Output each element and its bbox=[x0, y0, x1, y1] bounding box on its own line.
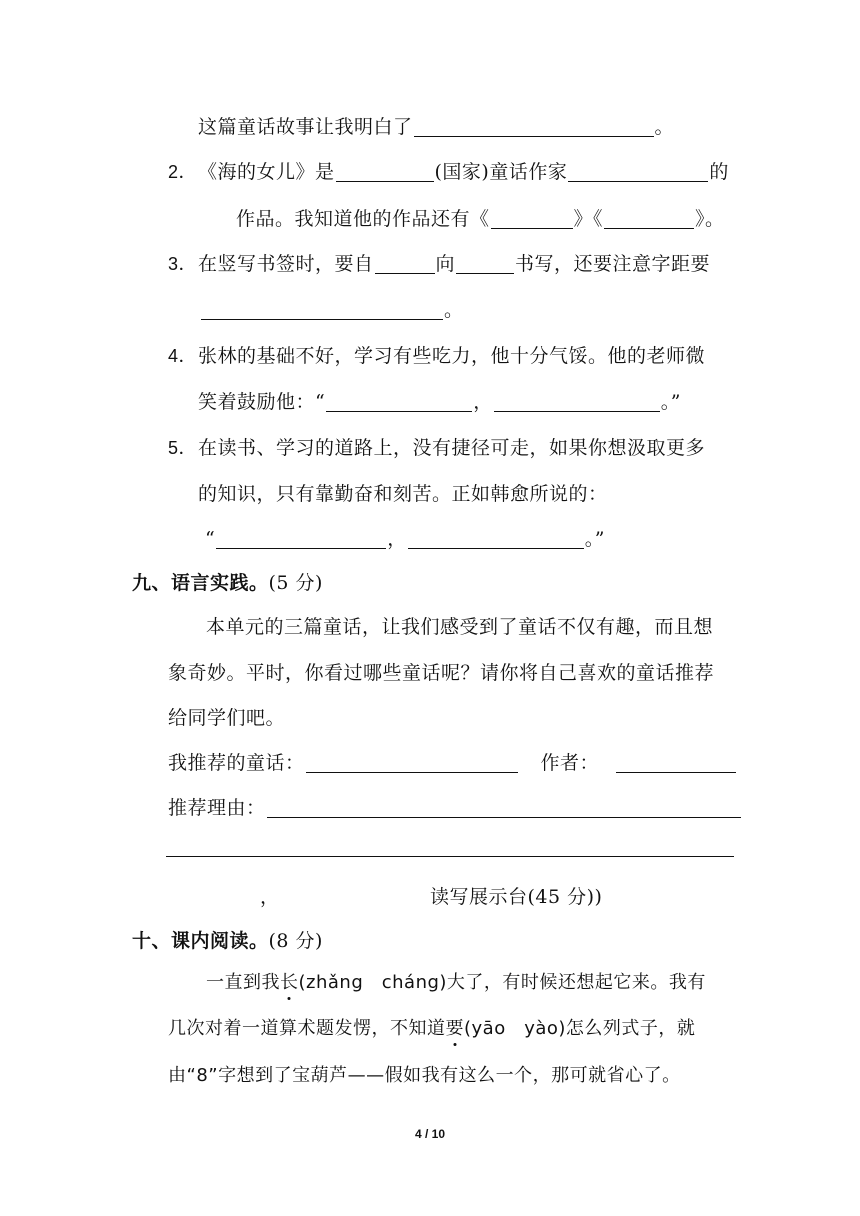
q3-number: 3． bbox=[168, 254, 198, 274]
reading-line2: 几次对着一道算术题发愣，不知道要(yāo yào)怎么列式子，就 bbox=[168, 1016, 695, 1042]
recommend-title-blank[interactable] bbox=[306, 752, 518, 773]
q2-line1: 2．《海的女儿》是 (国家)童话作家 的 bbox=[168, 161, 729, 183]
dotted-char-yao: 要 bbox=[446, 1016, 465, 1042]
q4-line1: 4．张林的基础不好，学习有些吃力，他十分气馁。他的老师微 bbox=[168, 345, 706, 367]
section9-title: 九、语言实践。 bbox=[132, 572, 269, 594]
q5-number: 5． bbox=[168, 438, 198, 458]
q2-work1-blank[interactable] bbox=[491, 208, 573, 229]
q4-quote1-blank[interactable] bbox=[326, 391, 472, 412]
section10-heading bbox=[132, 928, 323, 954]
q5-quote1-blank[interactable] bbox=[216, 528, 386, 549]
q1-answer-blank[interactable] bbox=[414, 116, 654, 137]
section9-para-line2: 象奇妙。平时，你看过哪些童话呢？请你将自己喜欢的童话推荐 bbox=[168, 662, 715, 684]
q4-number: 4． bbox=[168, 346, 198, 366]
q2-country-blank[interactable] bbox=[336, 161, 434, 182]
q3-line1: 3．在竖写书签时，要自 向 书写，还要注意字距要 bbox=[168, 253, 711, 275]
reading-line1: 一直到我长(zhǎng cháng)大了，有时候还想起它来。我有 bbox=[206, 970, 706, 996]
q5-quote2-blank[interactable] bbox=[408, 528, 584, 549]
q3-spacing-blank[interactable] bbox=[201, 299, 443, 320]
section10-score: (8 分) bbox=[268, 930, 323, 952]
section9-heading bbox=[132, 570, 323, 596]
page-number: 4 / 10 bbox=[414, 1127, 446, 1141]
divider-comma: ， bbox=[260, 886, 280, 908]
q3-from-blank[interactable] bbox=[375, 253, 435, 274]
reason-line bbox=[168, 795, 742, 821]
reason-label: 推荐理由： bbox=[168, 797, 266, 819]
q2-line2: 作品。我知道他的作品还有《 》《 》。 bbox=[236, 208, 725, 230]
dotted-char-zhang: 长 bbox=[280, 970, 299, 996]
q5-line3: “ ， 。” bbox=[205, 528, 605, 550]
q1-tail-line: 这篇童话故事让我明白了 。 bbox=[198, 116, 675, 138]
read-write-title: 读写展示台(45 分)) bbox=[430, 886, 603, 908]
author-label: 作者： bbox=[540, 752, 600, 774]
section10-title: 十、课内阅读。 bbox=[132, 930, 269, 952]
q4-line2: 笑着鼓励他：“ ， 。” bbox=[198, 391, 681, 413]
q2-number: 2． bbox=[168, 162, 198, 182]
q2-work2-blank[interactable] bbox=[604, 208, 694, 229]
recommend-label: 我推荐的童话： bbox=[168, 752, 305, 774]
q5-line1: 5．在读书、学习的道路上，没有捷径可走，如果你想汲取更多 bbox=[168, 437, 706, 459]
recommend-line bbox=[168, 750, 737, 776]
q4-quote2-blank[interactable] bbox=[494, 391, 660, 412]
section9-score: (5 分) bbox=[268, 572, 323, 594]
q5-line2: 的知识，只有靠勤奋和刻苦。正如韩愈所说的： bbox=[198, 483, 608, 505]
reason-blank-2[interactable] bbox=[166, 856, 734, 857]
q2-author-blank[interactable] bbox=[568, 161, 708, 182]
reading-line3: 由“8”字想到了宝葫芦——假如我有这么一个，那可就省心了。 bbox=[168, 1065, 681, 1086]
q3-line2: 。 bbox=[200, 297, 464, 323]
q3-to-blank[interactable] bbox=[456, 253, 514, 274]
section9-para-line3: 给同学们吧。 bbox=[168, 707, 286, 729]
author-blank[interactable] bbox=[616, 752, 736, 773]
section9-para-line1: 本单元的三篇童话，让我们感受到了童话不仅有趣，而且想 bbox=[206, 616, 714, 638]
q1-tail-text: 这篇童话故事让我明白了 bbox=[198, 116, 413, 138]
reason-blank-1[interactable] bbox=[267, 797, 741, 818]
